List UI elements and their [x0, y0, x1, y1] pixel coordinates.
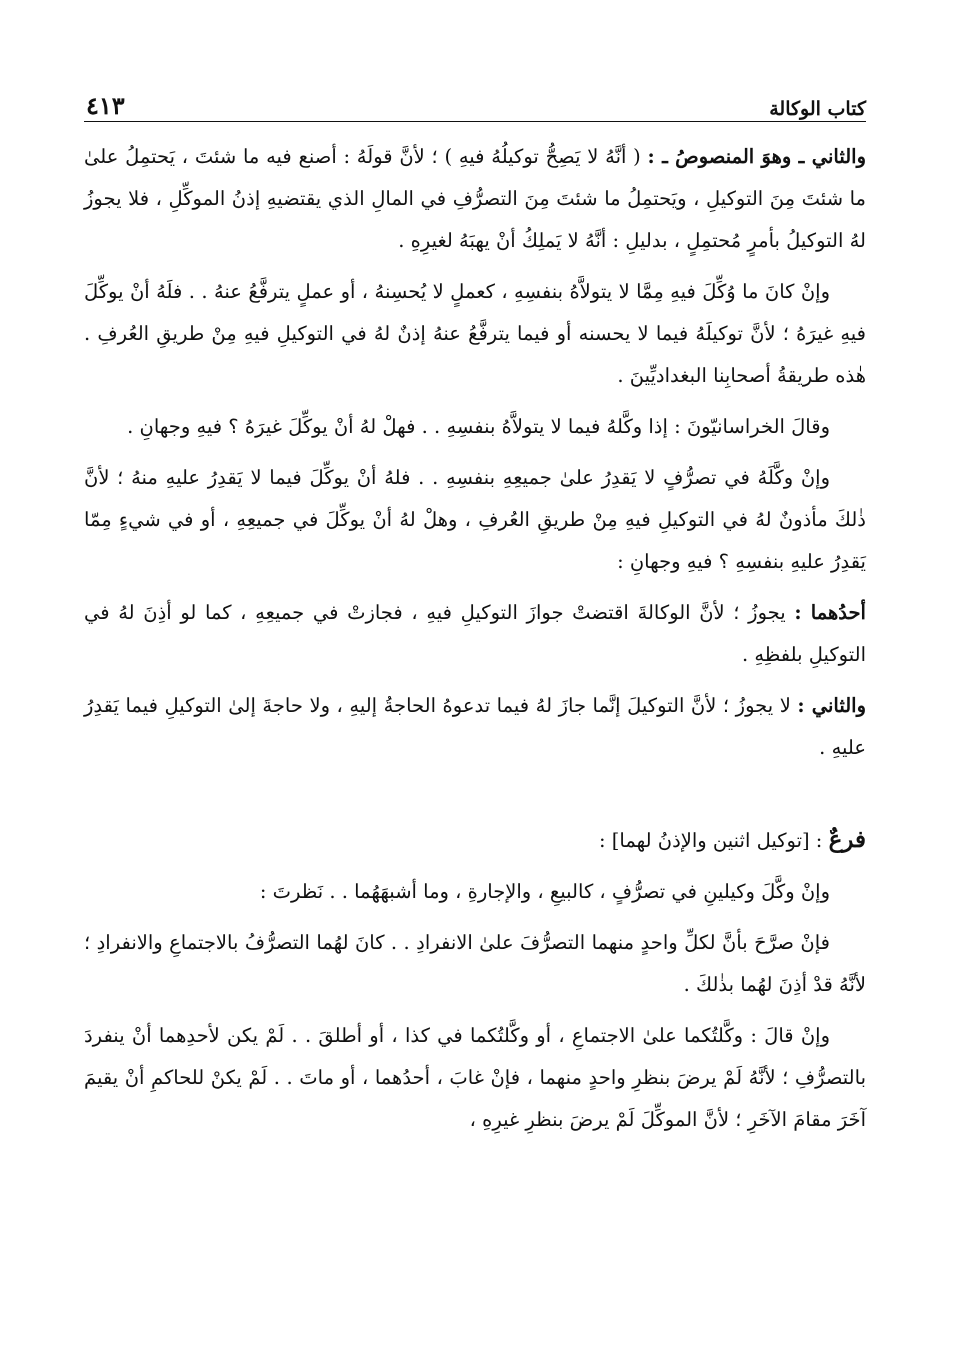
- paragraph-text: ( أنَّهُ لا يَصِحُّ توكيلُهُ فيهِ ) ؛ لأنَّ قولَهُ : أصنع فيه ما شئتَ ، يَحتمِلُ علىٰ ما شئتَ مِنَ التوكيلِ ، ويَحتمِلُ ما شئتَ مِنَ التصرُّفِ في المالِ الذي يقتضيهِ إذنُ الموكِّلِ ، فلا يجوزُ لهُ التوكيلُ بأمرٍ مُحتمِلٍ ، بدليلِ : أنَّهُ لا يَملِكُ أنْ يهبَهُ لغيرِهِ .: [84, 145, 866, 252]
- paragraph-text: فإنْ صرَّحَ بأنَّ لكلِّ واحدٍ منهما التصرُّفَ علىٰ الانفرادِ . . كانَ لهُما التصرُّفُ بالاجتماعِ والانفرادِ ؛ لأنَّهُ قدْ أذِنَ لهُما بذٰلكَ .: [84, 931, 866, 996]
- paragraph-text: وإنْ وكَّلَ وكيلينِ في تصرُّفٍ ، كالبيعِ ، والإجارةِ ، وما أشبهَهُما . . نَظرتَ :: [259, 880, 830, 903]
- page-number: ٤١٣: [86, 91, 125, 120]
- paragraph-text: وقالَ الخراسانيّونَ : إذا وكَّلهُ فيما لا يتولاَّهُ بنفسِهِ . . فهلْ لهُ أنْ يوكِّلَ غيرَهُ ؟ فيهِ وجهانِ .: [127, 415, 830, 438]
- page-body: [84, 136, 866, 1150]
- paragraph-text: وإنْ كانَ ما وُكِّلَ فيهِ مِمَّا لا يتولاَّهُ بنفسِهِ ، كعملٍ لا يُحسِنهُ ، أو عملٍ يترفَّعُ عنهُ . . فلَهُ أنْ يوكِّلَ فيهِ غيرَهُ ؛ لأنَّ توكيلَهُ فيما لا يحسنه أو فيما يترفَّعُ عنهُ إذنٌ لهُ في التوكيلِ فيهِ مِنْ طريقِ العُرفِ . هٰذه طريقةُ أصحابِنا البغداديِّينَ .: [84, 280, 866, 387]
- paragraph-6: [84, 685, 866, 769]
- branch-heading: [84, 819, 866, 862]
- paragraph-lead: أحدُهما :: [794, 601, 866, 624]
- paragraph-5: [84, 592, 866, 676]
- paragraph-7: [84, 871, 866, 913]
- branch-title: : [توكيل اثنين والإذنُ لهما] :: [599, 829, 829, 852]
- paragraph-text: لا يجوزُ ؛ لأنَّ التوكيلَ إنَّما جازَ لهُ فيما تدعوهُ الحاجةُ إليهِ ، ولا حاجةَ إلىٰ التوكيلِ فيما يَقدِرُ عليهِ .: [84, 694, 866, 759]
- paragraph-text: وإنْ قالَ : وكَّلتُكما علىٰ الاجتماعِ ، أو وكَّلتُكما في كذا ، أو أطلقَ . . لَمْ يكن لأحدِهما أنْ ينفردَ بالتصرُّفِ ؛ لأنَّهُ لَمْ يرضَ بنظرِ واحدٍ منهما ، فإنْ غابَ ، أحدُهما ، أو ماتَ . . لَمْ يكنْ للحاكمِ أنْ يقيمَ آخَرَ مقامَ الآخَرِ ؛ لأنَّ الموكِّلَ لَمْ يرضَ بنظرِ غيرِهِ ،: [84, 1024, 866, 1131]
- paragraph-lead: والثاني ـ وهوَ المنصوصُ ـ :: [647, 145, 867, 168]
- paragraph-text: وإنْ وكَّلَهُ في تصرُّفٍ لا يَقدِرُ علىٰ جميعِهِ بنفسِهِ . . فلهُ أنْ يوكِّلَ فيما لا يَقدِرُ عليهِ منهُ ؛ لأنَّ ذٰلكَ مأذونٌ لهُ في التوكيلِ فيهِ مِنْ طريقِ العُرفِ ، وهلْ لهُ أنْ يوكِّلَ في جميعِهِ ، أو في شيءٍ مِمّا يَقدِرُ عليهِ بنفسِهِ ؟ فيهِ وجهانِ :: [84, 466, 866, 573]
- paragraph-4: [84, 457, 866, 583]
- branch-label: فرعٌ: [828, 826, 866, 853]
- page-header: [86, 80, 866, 120]
- running-title: كتاب الوكالة: [769, 98, 866, 120]
- paragraph-8: [84, 922, 866, 1006]
- paragraph-2: [84, 271, 866, 397]
- paragraph-text: يجوزُ ؛ لأنَّ الوكالةَ اقتضتْ جوازَ التوكيلِ فيهِ ، فجازتْ في جميعِهِ ، كما لو أذِنَ لهُ في التوكيلِ بلفظِهِ .: [84, 601, 866, 666]
- paragraph-lead: والثاني :: [797, 694, 866, 717]
- header-rule: [84, 121, 866, 122]
- paragraph-1: [84, 136, 866, 262]
- paragraph-9: [84, 1015, 866, 1141]
- paragraph-3: [84, 406, 866, 448]
